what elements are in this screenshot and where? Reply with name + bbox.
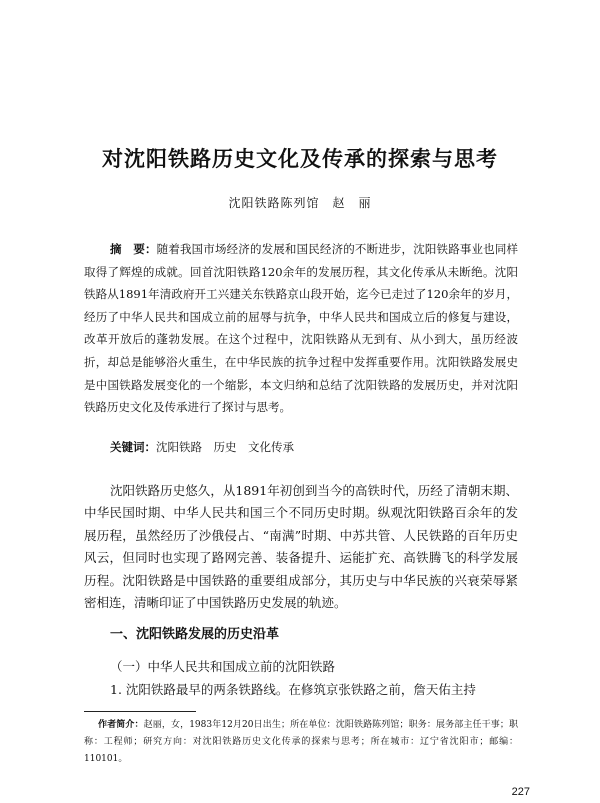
footnote-label: 作者简介： — [98, 720, 144, 730]
abstract-text: 随着我国市场经济的发展和国民经济的不断进步，沈阳铁路事业也同样取得了辉煌的成就。回首沈阳铁路120余年的发展历程，其文化传承从未断绝。沈阳铁路从1891年清政府开工兴建关东铁路京山段开始，迄今已走过了120余年的岁月，经历了中华人民共和国成立前的屈辱与抗争，中华人民共和国成立后的修复与建设，改革开放后的蓬勃发展。在这个过程中，沈阳铁路从无到有、从小到大，虽历经波折，却总是能够浴火重生，在中华民族的抗争过程中发挥重要作用。沈阳铁路发展史是中国铁路发展变化的一个缩影，本文归纳和总结了沈阳铁路的发展历史，并对沈阳铁路历史文化及传承进行了探讨与思考。 — [84, 242, 519, 415]
abstract-label: 摘 要： — [110, 242, 157, 256]
article-title: 对沈阳铁路历史文化及传承的探索与思考 — [102, 146, 498, 171]
author-affiliation: 沈阳铁路陈列馆 赵 丽 — [228, 196, 372, 210]
section-heading: 一、沈阳铁路发展的历史沿革 — [110, 627, 280, 642]
keywords-text: 沈阳铁路 历史 文化传承 — [156, 440, 294, 454]
footnote-divider — [84, 711, 196, 712]
page-number: 227 — [511, 786, 530, 798]
footnote — [84, 717, 518, 768]
keywords-label: 关键词： — [110, 440, 156, 454]
keywords — [110, 437, 518, 457]
body-paragraph: 1. 沈阳铁路最早的两条铁路线。在修筑京张铁路之前，詹天佑主持 — [110, 682, 476, 697]
intro-paragraph: 沈阳铁路历史悠久，从1891年初创到当今的高铁时代，历经了清朝末期、中华民国时期、中华人民共和国三个不同历史时期。纵观沈阳铁路百余年的发展历程，虽然经历了沙俄侵占、“南满”时期、中苏共管、人民铁路的百年历史风云，但同时也实现了路网完善、装备提升、运能扩充、高铁腾飞的科学发展历程。沈阳铁路是中国铁路的重要组成部分，其历史与中华民族的兴衰荣辱紧密相连，清晰印证了中国铁路历史发展的轨迹。 — [84, 483, 518, 611]
subsection-heading: （一）中华人民共和国成立前的沈阳铁路 — [110, 659, 336, 674]
abstract — [84, 238, 518, 419]
footnote-text: 赵丽，女，1983年12月20日出生；所在单位：沈阳铁路陈列馆；职务：展务部主任干事；职称：工程师；研究方向：对沈阳铁路历史文化传承的探索与思考；所在城市：辽宁省沈阳市；邮编：110101。 — [84, 720, 518, 764]
